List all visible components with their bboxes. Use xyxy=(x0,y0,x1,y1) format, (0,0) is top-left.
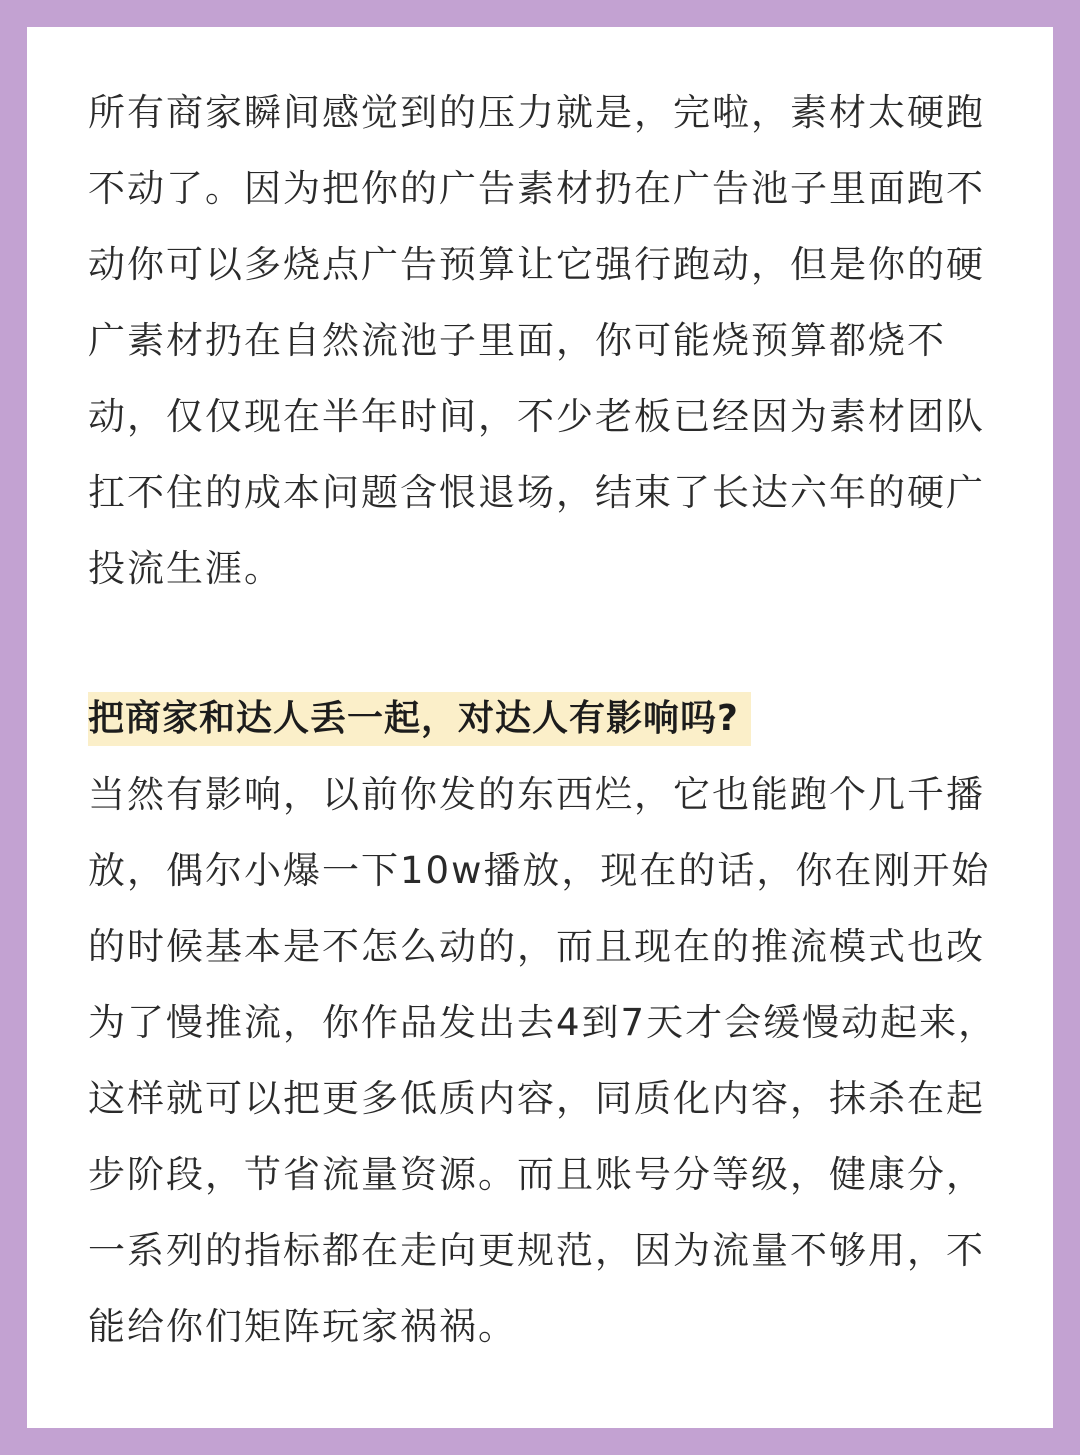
paragraph-pressure: 所有商家瞬间感觉到的压力就是，完啦，素材太硬跑不动了。因为把你的广告素材扔在广告池子里面跑不动你可以多烧点广告预算让它强行跑动，但是你的硬广素材扔在自然流池子里面，你可能烧预算都烧不动，仅仅现在半年时间，不少老板已经因为素材团队扛不住的成本问题含恨退场，结束了长达六年的硬广投流生涯。 xyxy=(88,91,985,590)
article-card xyxy=(27,27,1053,1428)
section-heading: 把商家和达人丢一起，对达人有影响吗? xyxy=(88,692,751,746)
paragraph-impact: 当然有影响，以前你发的东西烂，它也能跑个几千播放，偶尔小爆一下10w播放，现在的话，你在刚开始的时候基本是不怎么动的，而且现在的推流模式也改为了慢推流，你作品发出去4到7天才会缓慢动起来，这样就可以把更多低质内容，同质化内容，抹杀在起步阶段，节省流量资源。而且账号分等级，健康分，一系列的指标都在走向更规范，因为流量不够用，不能给你们矩阵玩家祸祸。 xyxy=(88,773,998,1348)
